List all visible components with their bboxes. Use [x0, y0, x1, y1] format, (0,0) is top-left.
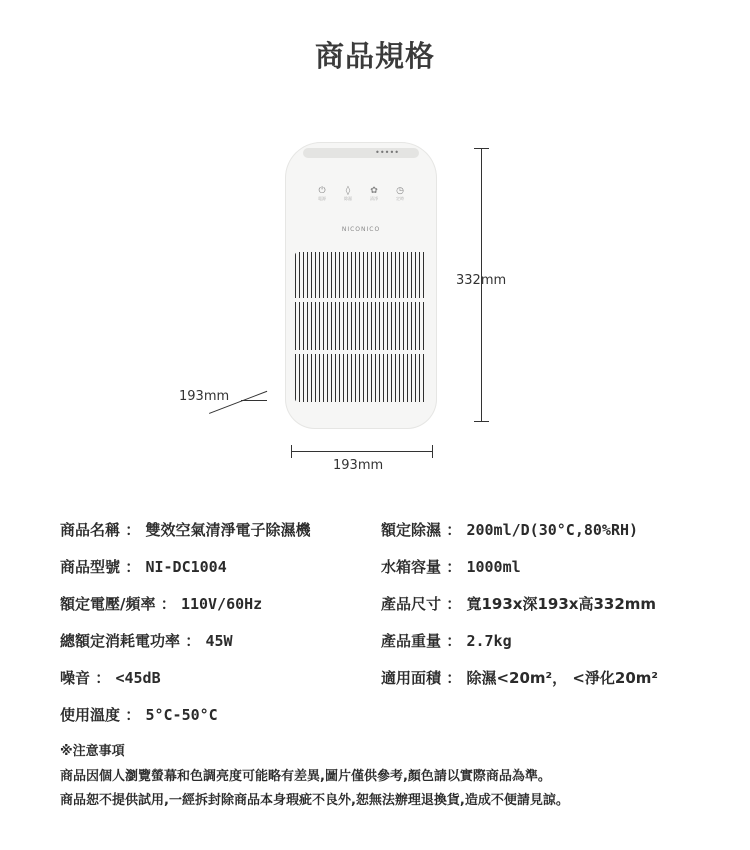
power-icon: ⏻ 電源 [318, 186, 326, 201]
droplet-icon: ◊ 除濕 [344, 186, 352, 201]
grille-band [295, 350, 427, 354]
grille-band [295, 298, 427, 302]
timer-icon: ◷ 定時 [396, 186, 404, 201]
note-line: 商品因個人瀏覽螢幕和色調亮度可能略有差異,圖片僅供參考,顏色請以實際商品為準。 [60, 769, 551, 784]
spec-dehumidify: 額定除濕 ： 200ml/D(30°C,80%RH) [381, 521, 639, 539]
depth-label: 193mm [179, 389, 230, 404]
notes-title: ※注意事項 [60, 744, 125, 759]
fan-icon: ✿ 清淨 [370, 186, 378, 201]
spec-power: 總額定消耗電功率 ： 45W [60, 632, 233, 650]
air-purifier-image [285, 142, 437, 429]
width-line [291, 451, 433, 452]
width-label: 193mm [333, 458, 384, 473]
note-line: 商品恕不提供試用,一經拆封除商品本身瑕疵不良外,恕無法辦理退換貨,造成不便請見諒。 [60, 793, 569, 808]
control-panel [315, 186, 407, 202]
spec-weight: 產品重量 ： 2.7kg [381, 632, 512, 650]
spec-tank: 水箱容量 ： 1000ml [381, 558, 521, 576]
width-cap-right [432, 445, 433, 458]
air-grille [295, 252, 427, 402]
spec-model: 商品型號 ： NI-DC1004 [60, 558, 227, 576]
brand-logo: NICONICO [341, 226, 381, 233]
top-cap [303, 148, 419, 158]
spec-product-name: 商品名稱 ： 雙效空氣清淨電子除濕機 [60, 521, 311, 539]
spec-area: 適用面積 ： 除濕<20m²， <淨化20m² [381, 669, 658, 687]
spec-voltage: 額定電壓/頻率 ： 110V/60Hz [60, 595, 263, 613]
indicator-dots: ••••• [375, 148, 400, 157]
spec-noise: 噪音 ： <45dB [60, 669, 161, 687]
spec-size: 產品尺寸 ： 寬193x深193x高332mm [381, 595, 657, 613]
height-label: 332mm [456, 273, 507, 288]
height-cap-bottom [474, 421, 489, 422]
spec-temperature: 使用溫度 ： 5°C-50°C [60, 706, 218, 724]
page-title: 商品規格 [314, 39, 435, 73]
